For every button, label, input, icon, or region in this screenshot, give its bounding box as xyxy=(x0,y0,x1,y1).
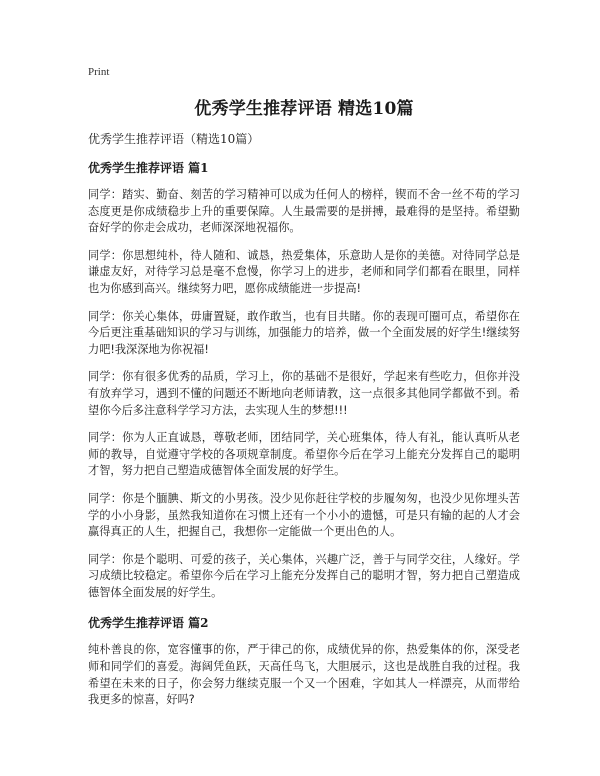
paragraph: 同学：你关心集体，毋庸置疑，敢作敢当，也有目共睹。你的表现可圈可点，希望你在今后更注重基础知识的学习与训练，加强能力的培养，做一个全面发展的好学生!继续努力吧!我深深地为你祝福! xyxy=(88,309,520,356)
paragraph: 同学：踏实、勤奋、刻苦的学习精神可以成为任何人的榜样，锲而不舍一丝不苟的学习态度更是你成绩稳步上升的重要保障。人生最需要的是拼搏，最难得的是坚持。希望勤奋好学的你走会成功，老师深深地祝福你。 xyxy=(88,188,520,235)
section-1 xyxy=(88,160,520,601)
document-page xyxy=(88,66,520,720)
print-label[interactable]: Print xyxy=(88,66,110,78)
document-title: 优秀学生推荐评语 精选10篇 xyxy=(194,99,414,119)
section-heading: 优秀学生推荐评语 篇2 xyxy=(88,616,209,631)
paragraph: 同学：你为人正直诚恳，尊敬老师，团结同学，关心班集体，待人有礼，能认真听从老师的教导，自觉遵守学校的各项规章制度。希望你今后在学习上能充分发挥自己的聪明才智，努力把自己塑造成德智体全面发展的好学生。 xyxy=(88,431,520,478)
paragraph: 同学：你思想纯朴，待人随和、诚恳，热爱集体，乐意助人是你的美德。对待同学总是谦虚友好，对待学习总是毫不怠慢，你学习上的进步，老师和同学们都看在眼里，同样也为你感到高兴。继续努力吧，愿你成绩能进一步提高! xyxy=(88,248,520,295)
paragraph: 纯朴善良的你，宽容懂事的你，严于律己的你，成绩优异的你，热爱集体的你，深受老师和同学们的喜爱。海阔凭鱼跃，天高任鸟飞，大胆展示，这也是战胜自我的过程。我希望在未来的日子，你会努力继续克服一个又一个困难，字如其人一样漂亮，从而带给我更多的惊喜，好吗? xyxy=(88,643,520,707)
section-heading: 优秀学生推荐评语 篇1 xyxy=(88,161,209,175)
paragraph: 同学：你是个聪明、可爱的孩子，关心集体，兴趣广泛，善于与同学交往，人缘好。学习成绩比较稳定。希望你今后在学习上能充分发挥自己的聪明才智，努力把自己塑造成德智体全面发展的好学生。 xyxy=(88,552,520,599)
paragraph: 同学：你有很多优秀的品质，学习上，你的基础不是很好，学起来有些吃力，但你并没有放弃学习，遇到不懂的问题还不断地向老师请教，这一点很多其他同学都做不到。希望你今后多注意科学学习方法，去实现人生的梦想!!! xyxy=(88,370,520,417)
paragraph: 同学：你是个腼腆、斯文的小男孩。没少见你赶往学校的步履匆匆，也没少见你埋头苦学的小小身影，虽然我知道你在习惯上还有一个小小的遗憾，可是只有输的起的人才会赢得真正的人生，把握自己，我想你一定能做一个更出色的人。 xyxy=(88,491,520,539)
section-2 xyxy=(88,615,520,708)
document-subtitle: 优秀学生推荐评语（精选10篇） xyxy=(88,132,260,146)
